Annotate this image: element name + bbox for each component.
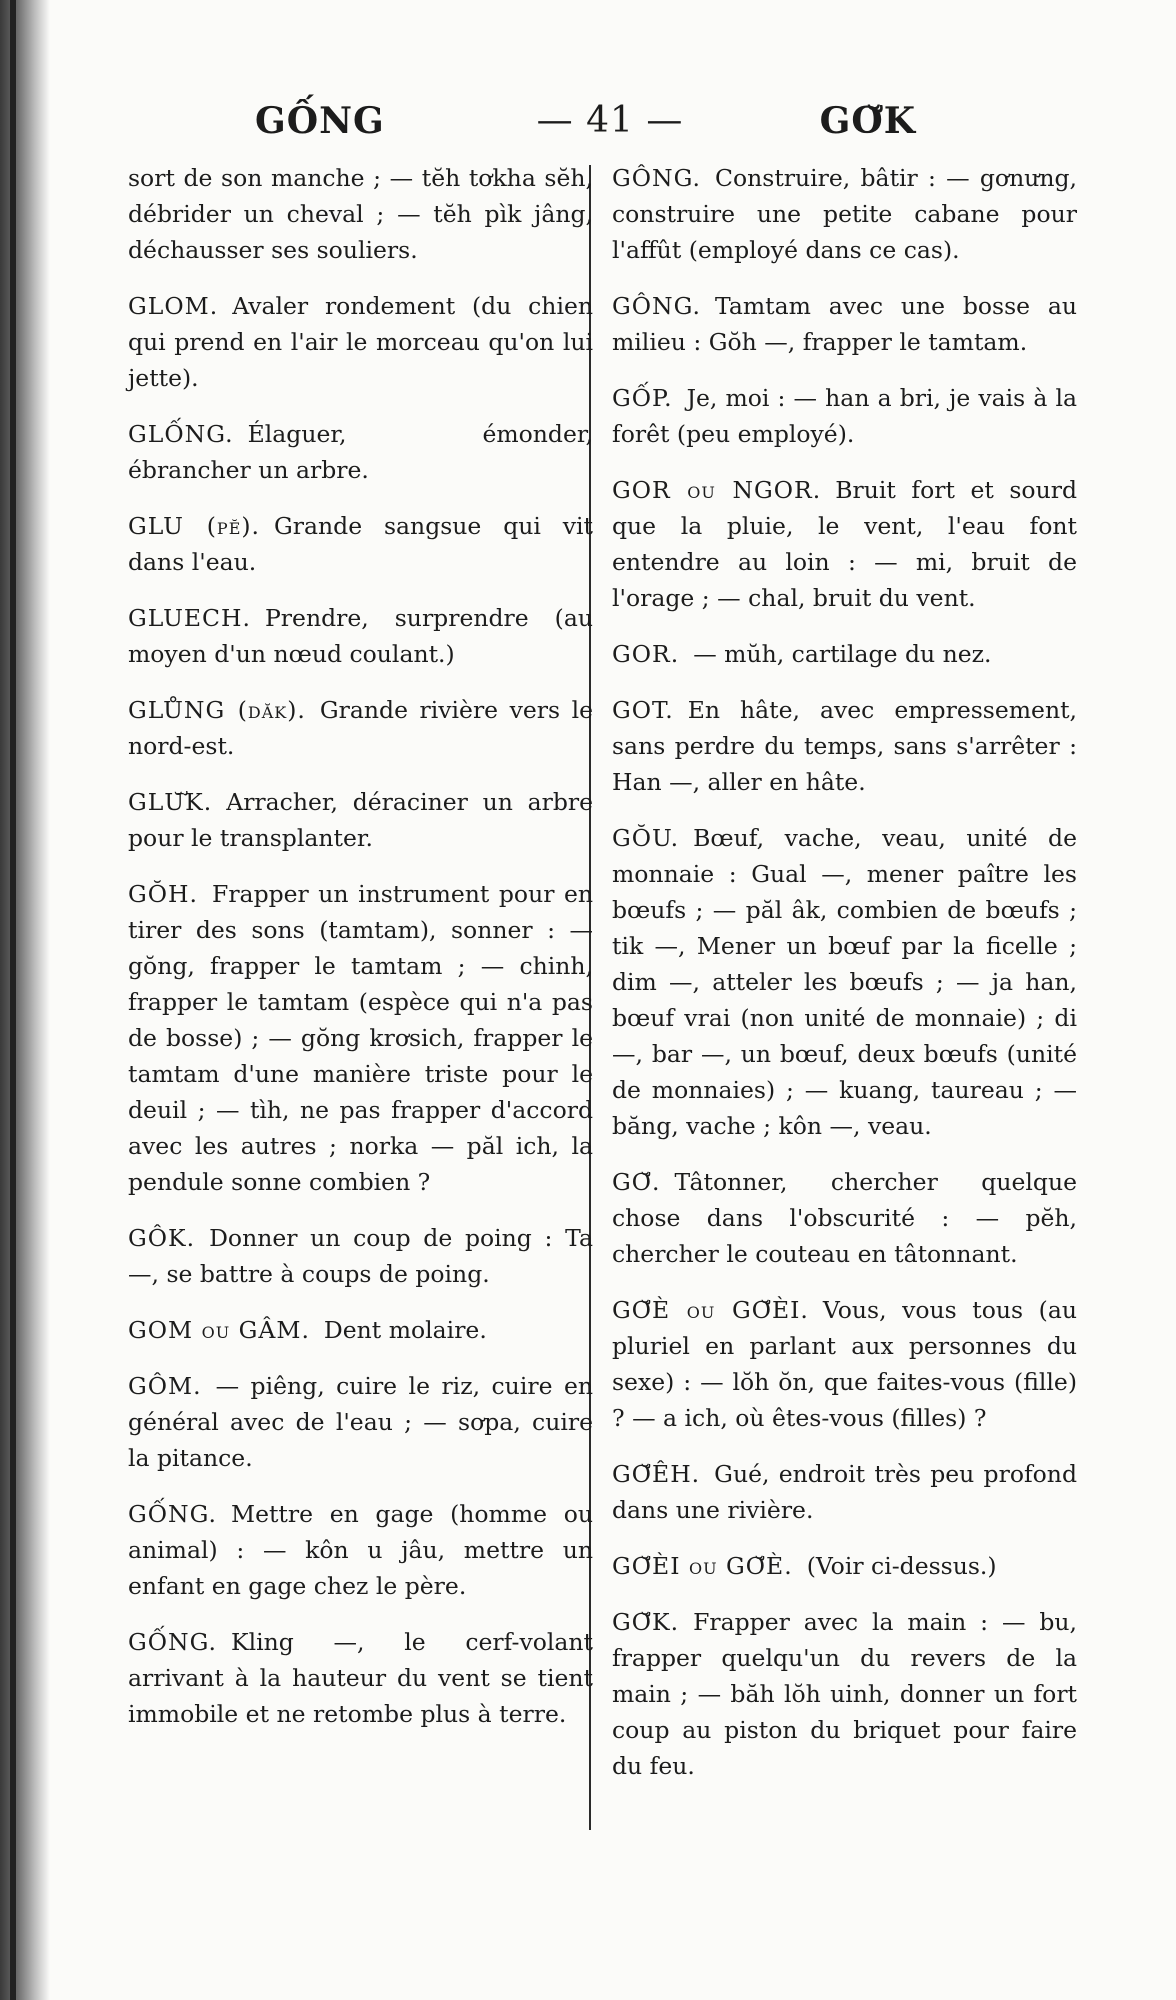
entry-headword: GƠ̆ÈI ou GƠ̆È. (612, 1552, 793, 1580)
entry-definition: (Voir ci-dessus.) (806, 1552, 997, 1580)
entry-definition: Frapper un instrument pour en tirer des sons (tamtam), sonner : — gŏng, frapper le tamtam ; — chinh, frapper le tamtam (espèce qui n'a pas de bosse) ; — gŏng krơsich, frapper le tamtam d'une manière triste pour le deuil ; — tìh, ne pas frapper d'accord avec les autres ; norka — păl ich, la pendule sonne combien ? (128, 880, 593, 1196)
left-column (128, 160, 593, 1752)
dictionary-entry (612, 820, 1077, 1144)
page-edge (10, 0, 16, 2000)
entry-definition: Je, moi : — han a bri, je vais à la forêt (peu employé). (612, 384, 1077, 448)
entry-headword: GOR ou NGOR. (612, 476, 822, 504)
entry-headword: GLOM. (128, 292, 219, 320)
entry-definition: Bœuf, vache, veau, unité de monnaie : Gual —, mener paître les bœufs ; — păl âk, combien de bœufs ; tik —, Mener un bœuf par la ficelle ; dim —, atteler les bœufs ; — ja han, bœuf vrai (non unité de monnaie) ; di —, bar —, un bœuf, deux bœufs (unité de monnaies) ; — kuang, taureau ; — băng, vache ; kôn —, veau. (612, 824, 1077, 1140)
entry-definition: Dent molaire. (323, 1316, 487, 1344)
page-header (130, 100, 1076, 160)
book-spine-shadow (0, 0, 50, 2000)
entry-headword: GƠ̆ÊH. (612, 1460, 701, 1488)
entry-headword: GLỐNG. (128, 420, 234, 448)
entry-definition: Construire, bâtir : — gơnưng, construire une petite cabane pour l'affût (employé dans ce cas). (612, 164, 1077, 264)
dictionary-entry (128, 1312, 593, 1348)
entry-definition: — piêng, cuire le riz, cuire en général avec de l'eau ; — sơpa, cuire la pitance. (128, 1372, 593, 1472)
entry-definition: En hâte, avec empressement, sans perdre du temps, sans s'arrêter : Han —, aller en hâte. (612, 696, 1077, 796)
entry-headword: GÔNG. (612, 164, 702, 192)
entry-definition: Avaler rondement (du chien qui prend en l'air le morceau qu'on lui jette). (128, 292, 593, 392)
dictionary-entry (128, 600, 593, 672)
entry-definition: Bruit fort et sourd que la pluie, le vent, l'eau font entendre au loin : — mi, bruit de l'orage ; — chal, bruit du vent. (612, 476, 1077, 612)
dictionary-entry (612, 692, 1077, 800)
dictionary-entry (612, 472, 1077, 616)
entry-headword: GOT. (612, 696, 674, 724)
dictionary-entry (128, 692, 593, 764)
continuation-text: sort de son manche ; — tĕh tơkha sĕh, débrider un cheval ; — tĕh pìk jâng, déchausser ses souliers. (128, 164, 593, 264)
dictionary-entry (128, 1624, 593, 1732)
entry-definition: Tâtonner, chercher quelque chose dans l'obscurité : — pĕh, chercher le couteau en tâtonnant. (612, 1168, 1077, 1268)
header-right-guideword: GƠ̆K (819, 100, 916, 142)
entry-headword: GLƯ̆K. (128, 788, 213, 816)
dictionary-entry (612, 1164, 1077, 1272)
header-left-guideword: GỐNG (255, 100, 385, 142)
entry-definition: Mettre en gage (homme ou animal) : — kôn u jâu, mettre un enfant en gage chez le père. (128, 1500, 593, 1600)
entry-headword: GÔM. (128, 1372, 202, 1400)
dictionary-entry (128, 288, 593, 396)
entry-definition: Grande rivière vers le nord-est. (128, 696, 593, 760)
page-number: — 41 — (536, 100, 684, 141)
right-column (612, 160, 1077, 1804)
entry-headword: GŎU. (612, 824, 680, 852)
dictionary-entry (128, 784, 593, 856)
dictionary-entry (128, 876, 593, 1200)
entry-headword: GỐNG. (128, 1500, 218, 1528)
entry-headword: GƠ̆. (612, 1168, 661, 1196)
dictionary-entry (128, 1368, 593, 1476)
entry-definition: Vous, vous tous (au pluriel en parlant aux personnes du sexe) : — lŏh ŏn, que faites-vous (fille) ? — a ich, où êtes-vous (filles) ? (612, 1296, 1077, 1432)
entry-definition: Élaguer, émonder, ébrancher un arbre. (128, 420, 593, 484)
dictionary-entry (612, 288, 1077, 360)
dictionary-entry (128, 1220, 593, 1292)
dictionary-entry (612, 380, 1077, 452)
entry-definition: Donner un coup de poing : Ta —, se battre à coups de poing. (128, 1224, 593, 1288)
dictionary-entry (612, 1548, 1077, 1584)
entry-headword: GỐNG. (128, 1628, 218, 1656)
entry-headword: GŎH. (128, 880, 199, 908)
entry-definition: Grande sangsue qui vit dans l'eau. (128, 512, 593, 576)
dictionary-entry (612, 160, 1077, 268)
entry-definition: Gué, endroit très peu profond dans une rivière. (612, 1460, 1077, 1524)
dictionary-entry (612, 636, 1077, 672)
entry-definition: Tamtam avec une bosse au milieu : Gŏh —, frapper le tamtam. (612, 292, 1077, 356)
entry-headword: GƠ̆K. (612, 1608, 680, 1636)
entry-headword: GÔNG. (612, 292, 702, 320)
entry-definition: Kling —, le cerf-volant arrivant à la hauteur du vent se tient immobile et ne retombe plus à terre. (128, 1628, 593, 1728)
entry-headword: GOR. (612, 640, 680, 668)
entry-headword: GÔK. (128, 1224, 196, 1252)
dictionary-entry (128, 508, 593, 580)
dictionary-entry (612, 1604, 1077, 1784)
entry-headword: GLŮNG (dăk). (128, 696, 306, 724)
entry-headword: GỐP. (612, 384, 673, 412)
entry-definition: — mŭh, cartilage du nez. (693, 640, 992, 668)
dictionary-entry (612, 1292, 1077, 1436)
dictionary-entry (612, 1456, 1077, 1528)
entry-headword: GƠ̆È ou GƠ̆ÈI. (612, 1296, 809, 1324)
dictionary-entry (128, 1496, 593, 1604)
dictionary-entry (128, 416, 593, 488)
entry-definition: Arracher, déraciner un arbre pour le transplanter. (128, 788, 593, 852)
entry-definition: Prendre, surprendre (au moyen d'un nœud coulant.) (128, 604, 593, 668)
entry-definition: Frapper avec la main : — bu, frapper quelqu'un du revers de la main ; — băh lŏh uinh, donner un fort coup au piston du briquet pour faire du feu. (612, 1608, 1077, 1780)
entry-headword: GLUECH. (128, 604, 251, 632)
entry-headword: GOM ou GÂM. (128, 1316, 310, 1344)
entry-headword: GLU (pĕ). (128, 512, 261, 540)
